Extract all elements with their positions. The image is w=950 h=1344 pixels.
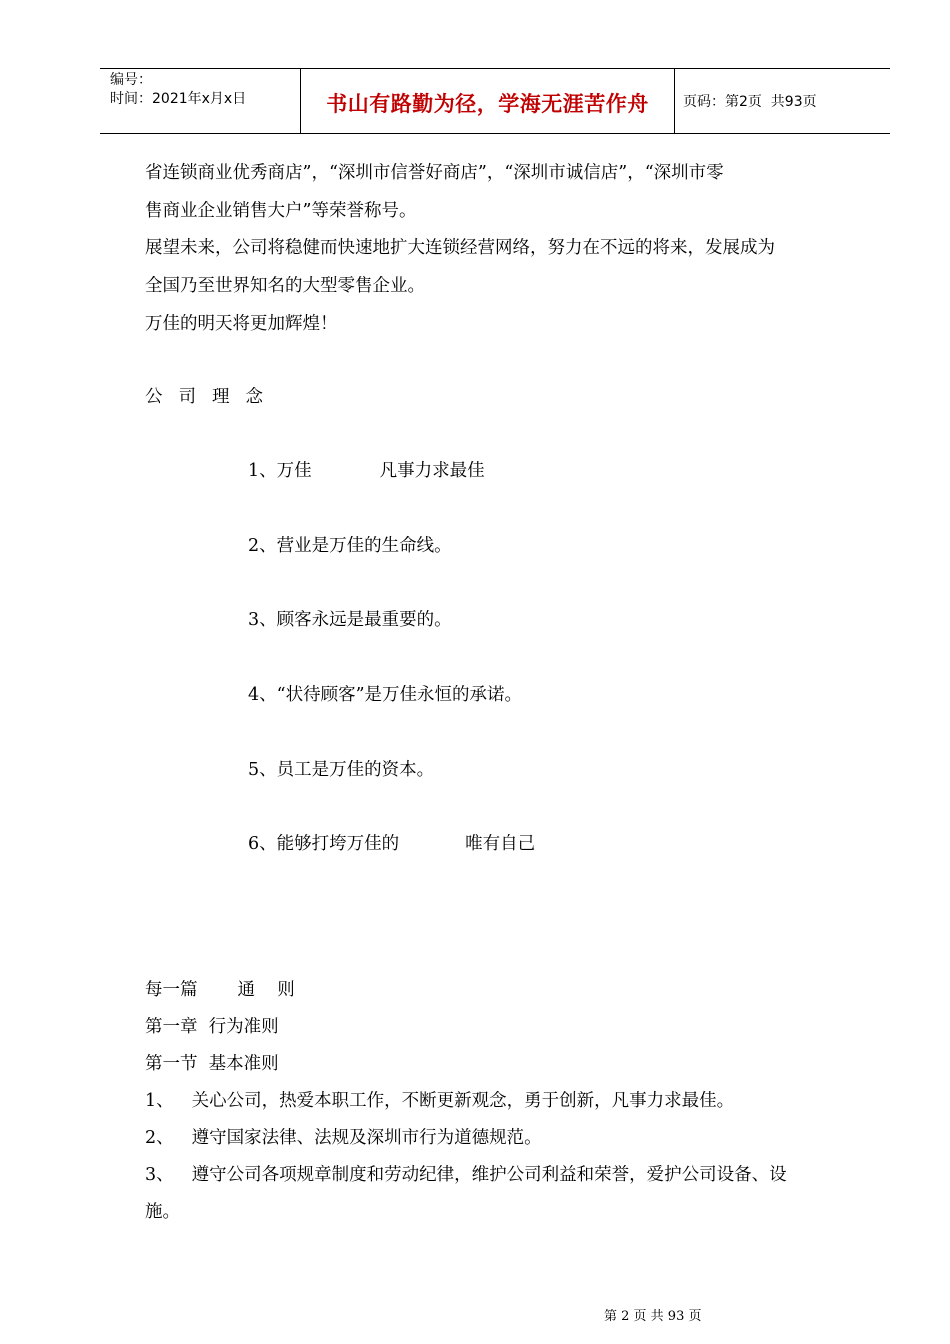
philosophy-heading: 公司理念 (145, 387, 279, 407)
rule-item-1-text: 关心公司，热爱本职工作，不断更新观念，勇于创新，凡事力求最佳。 (191, 1091, 735, 1111)
rule-item-2-num: 2、 (145, 1128, 174, 1148)
philosophy-item-1 (248, 461, 485, 481)
part-heading (145, 980, 295, 1000)
header-page-info (675, 69, 890, 133)
rule-item-2-text: 遵守国家法律、法规及深圳市行为道德规范。 (191, 1128, 542, 1148)
rule-item-3-text: 遵守公司各项规章制度和劳动纪律，维护公司利益和荣誉，爱护公司设备、设 (191, 1165, 787, 1185)
intro-line-2: 售商业企业销售大户”等荣誉称号。 (145, 201, 417, 221)
section-heading: 第一节 基本准则 (145, 1054, 279, 1074)
intro-line-3: 展望未来，公司将稳健而快速地扩大连锁经营网络，努力在不远的将来，发展成为 (145, 238, 775, 258)
philosophy-item-5: 5、员工是万佳的资本。 (248, 760, 435, 780)
part-title: 通 则 (237, 980, 295, 1000)
philosophy-item-1-a: 1、万佳 (248, 461, 312, 481)
philosophy-item-6-a: 6、能够打垮万佳的 (248, 834, 400, 854)
rule-item-2 (145, 1128, 542, 1148)
rule-item-1 (145, 1091, 734, 1111)
rule-item-3 (145, 1165, 787, 1185)
page-footer: 第 2 页 共 93 页 (604, 1309, 702, 1324)
header-motto: 书山有路勤为径，学海无涯苦作舟 (301, 69, 675, 133)
header-meta (100, 69, 301, 133)
rule-item-3-continued: 施。 (145, 1202, 180, 1222)
number-label: 编号： (110, 72, 152, 88)
rule-item-3-num: 3、 (145, 1165, 174, 1185)
page-header (100, 68, 890, 134)
philosophy-item-1-b: 凡事力求最佳 (379, 461, 485, 481)
philosophy-item-6-b: 唯有自己 (465, 834, 536, 854)
page-label: 页码：第2页 共93页 (683, 94, 817, 110)
time-label: 时间：2021年x月x日 (110, 91, 247, 107)
philosophy-item-4: 4、“状待顾客”是万佳永恒的承诺。 (248, 685, 523, 705)
part-label: 每一篇 (145, 980, 198, 1000)
rule-item-1-num: 1、 (145, 1091, 174, 1111)
philosophy-item-6 (248, 834, 535, 854)
intro-line-1: 省连锁商业优秀商店”，“深圳市信誉好商店”，“深圳市诚信店”，“深圳市零 (145, 163, 724, 183)
philosophy-item-3: 3、顾客永远是最重要的。 (248, 610, 452, 630)
intro-line-4: 全国乃至世界知名的大型零售企业。 (145, 276, 425, 296)
intro-line-5: 万佳的明天将更加辉煌！ (145, 314, 338, 334)
philosophy-item-2: 2、营业是万佳的生命线。 (248, 536, 452, 556)
chapter-heading: 第一章 行为准则 (145, 1017, 279, 1037)
